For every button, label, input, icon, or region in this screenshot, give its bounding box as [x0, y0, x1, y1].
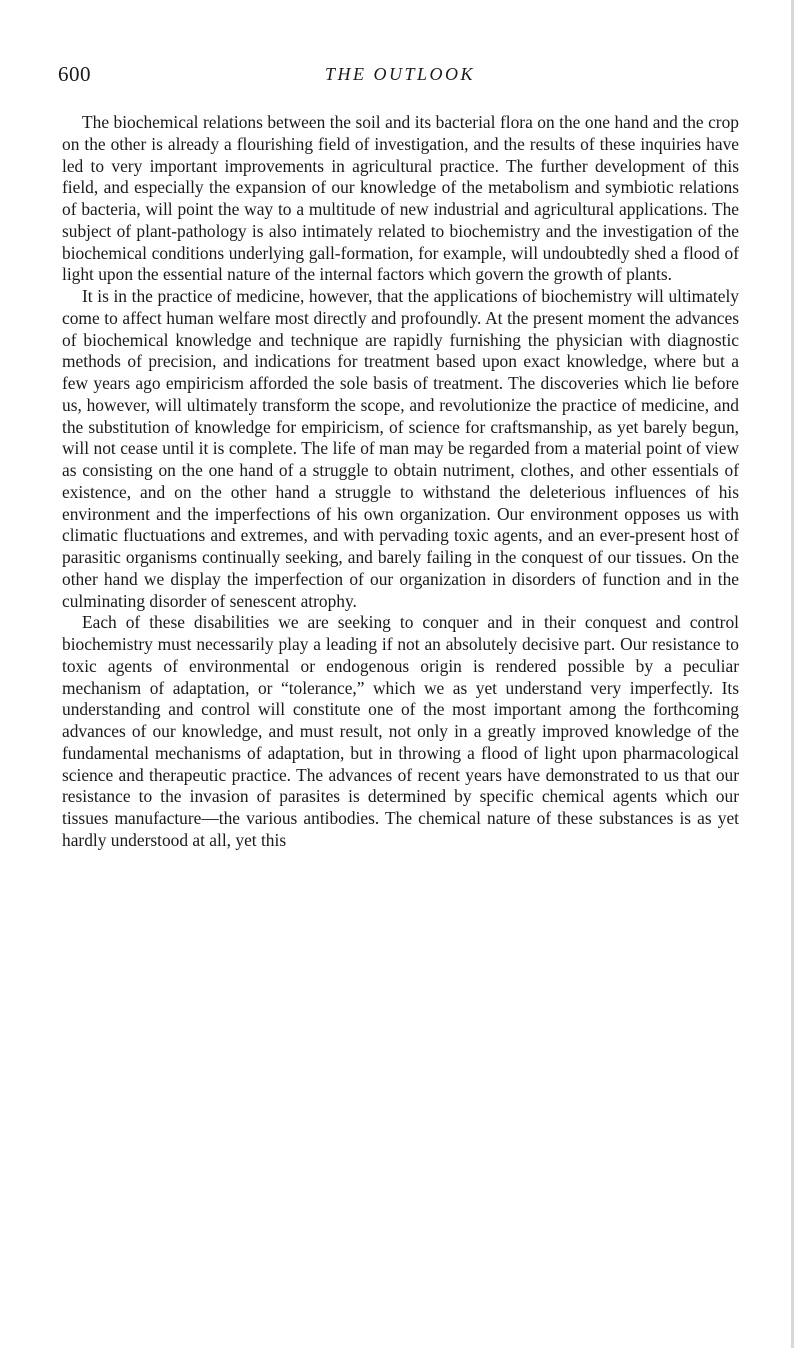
- page-edge-shadow: [791, 0, 794, 1348]
- body-text: [62, 112, 739, 852]
- paragraph-soil-bacteria: The biochemical relations between the soil and its bacterial flora on the one hand and the crop on the other is already a flourishing field of investigation, and the results of these inquiries have led to very important improvements in agricultural practice. The further development of this field, and especially the expansion of our knowledge of the metabolism and symbiotic relations of bacteria, will point the way to a multitude of new industrial and agricultural applications. The subject of plant-pathology is also intimately related to biochemistry and the investigation of the biochemical conditions underlying gall-formation, for example, will undoubtedly shed a flood of light upon the essential nature of the internal factors which govern the growth of plants.: [62, 112, 739, 285]
- paragraph-medicine: It is in the practice of medicine, however, that the applications of biochemistry will ultimately come to affect human welfare most directly and profoundly. At the present moment the advances of biochemical knowledge and technique are rapidly furnishing the physician with diagnostic methods of precision, and indications for treatment based upon exact knowledge, where but a few years ago empiricism afforded the sole basis of treatment. The discoveries which lie before us, however, will ultimately transform the scope, and revolutionize the practice of medicine, and the substitution of knowledge for empiricism, of science for craftsmanship, as yet barely begun, will not cease until it is complete. The life of man may be regarded from a material point of view as consisting on the one hand of a struggle to obtain nutriment, clothes, and other essentials of existence, and on the other hand a struggle to withstand the deleterious influences of his environment and the imperfections of his own organization. Our environment opposes us with climatic fluctuations and extremes, and with pervading toxic agents, and an ever-present host of parasitic organisms continually seeking, and barely failing in the conquest of our tissues. On the other hand we display the imperfection of our organization in disorders of function and in the culminating disorder of senescent atrophy.: [62, 286, 739, 611]
- paragraph-disabilities: Each of these disabilities we are seeking to conquer and in their conquest and control biochemistry must necessarily play a leading if not an absolutely decisive part. Our resistance to toxic agents of environmental or endogenous origin is rendered possible by a peculiar mechanism of adaptation, or “tolerance,” which we as yet understand very imperfectly. Its understanding and control will constitute one of the most important among the forthcoming advances of our knowledge, and must result, not only in a greatly improved knowledge of the fundamental mechanisms of adaptation, but in throwing a flood of light upon pharmacological science and therapeutic practice. The advances of recent years have demonstrated to us that our resistance to the invasion of parasites is determined by specific chemical agents which our tissues manufacture—the various antibodies. The chemical nature of these substances is as yet hardly understood at all, yet this: [62, 612, 739, 850]
- running-title: THE OUTLOOK: [324, 64, 476, 84]
- page-number: 600: [58, 62, 91, 86]
